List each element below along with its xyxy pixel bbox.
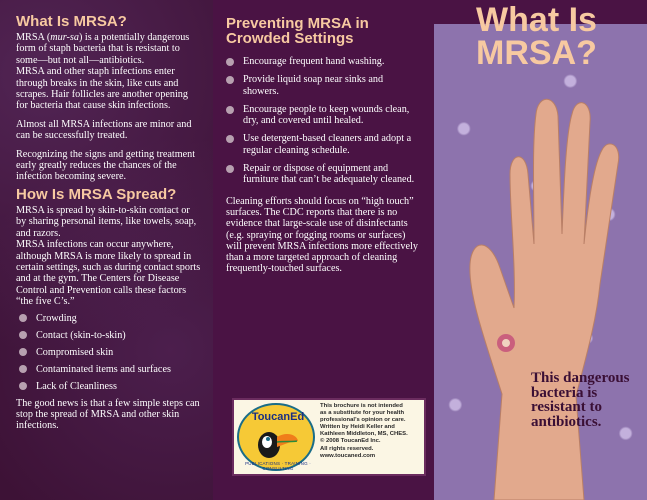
bullet-icon: [226, 106, 234, 114]
list-item: Lack of Cleanliness: [16, 381, 201, 392]
list-item: Provide liquid soap near sinks and showers.: [226, 74, 418, 97]
what-is-mrsa-heading: What Is MRSA?: [16, 13, 127, 30]
right-panel: [430, 0, 647, 500]
left-panel: [0, 0, 213, 500]
how-spread-para-2: MRSA infections can occur anywhere, although MRSA is more likely to spread in certain settings, such as during contact sports and at the gym. The Centers for Disease Control and Prevention calls these factors “the five C’s.”: [16, 239, 201, 308]
logo-name: ToucanEd: [251, 411, 305, 423]
list-item: Contaminated items and surfaces: [16, 364, 201, 375]
prevention-list: [226, 56, 418, 186]
list-item: Contact (skin-to-skin): [16, 330, 201, 341]
what-is-mrsa-para-2: MRSA and other staph infections enter through breaks in the skin, like cuts and scrapes. Hair follicles are another opening for bacteria that cause skin infections.: [16, 66, 188, 112]
how-spread-heading: How Is MRSA Spread?: [16, 185, 177, 203]
bullet-icon: [226, 135, 234, 143]
what-is-mrsa-para-1: MRSA (mur-sa) is a potentially dangerous form of staph bacteria that is resistant to some—but not all—antibiotics.: [16, 32, 190, 66]
bullet-icon: [19, 331, 27, 339]
toucaned-logo: [237, 403, 315, 471]
cover-tagline: This dangerous bacteria is resistant to antibiotics.: [531, 370, 630, 430]
list-item: Crowding: [16, 313, 201, 324]
list-item: Use detergent-based cleaners and adopt a regular cleaning schedule.: [226, 133, 418, 156]
bullet-icon: [19, 365, 27, 373]
five-cs-list: [16, 313, 201, 392]
bullet-icon: [226, 165, 234, 173]
toucan-icon: [253, 425, 299, 461]
cleaning-para: Cleaning efforts should focus on “high touch” surfaces. The CDC reports that there is no evidence that large-scale use of disinfectants (e.g. spraying or fogging rooms or surfaces) will prevent MRSA infections more effectively than a more targeted approach of cleaning frequently-touched surfaces.: [226, 195, 418, 275]
what-is-mrsa-para-3: Almost all MRSA infections are minor and can be successfully treated.: [16, 118, 192, 142]
logo-tagline: PUBLICATIONS · TRAINING · CONSULTING: [245, 461, 311, 471]
list-item: Encourage people to keep wounds clean, dry, and covered until healed.: [226, 104, 418, 127]
palm-shape: [470, 99, 619, 500]
toucaned-logo-box: [232, 398, 426, 476]
good-news-para: The good news is that a few simple steps can stop the spread of MRSA and other skin infections.: [16, 397, 200, 432]
bullet-icon: [19, 348, 27, 356]
lesion-center: [502, 339, 510, 347]
bullet-icon: [226, 58, 234, 66]
cover-title: What Is MRSA?: [476, 1, 597, 72]
preventing-heading: Preventing MRSA in Crowded Settings: [226, 15, 369, 47]
how-spread-para-1: MRSA is spread by skin-to-skin contact or by sharing personal items, like towels, soap, and razors.: [16, 204, 197, 239]
list-item: Compromised skin: [16, 347, 201, 358]
list-item: Encourage frequent hand washing.: [226, 56, 418, 67]
disclaimer-text: This brochure is not intended as a substitute for your health professional’s opinion or care. Written by Heidi Keller and Kathleen Middleton, MS, CHES. © 2008 ToucanEd Inc. All rights reserved. www.toucaned.com: [320, 403, 408, 459]
what-is-mrsa-para-4: Recognizing the signs and getting treatment early greatly reduces the chances of the infection becoming severe.: [16, 148, 196, 183]
list-item: Repair or dispose of equipment and furniture that can’t be adequately cleaned.: [226, 163, 418, 186]
bullet-icon: [19, 382, 27, 390]
bullet-icon: [19, 314, 27, 322]
bullet-icon: [226, 76, 234, 84]
